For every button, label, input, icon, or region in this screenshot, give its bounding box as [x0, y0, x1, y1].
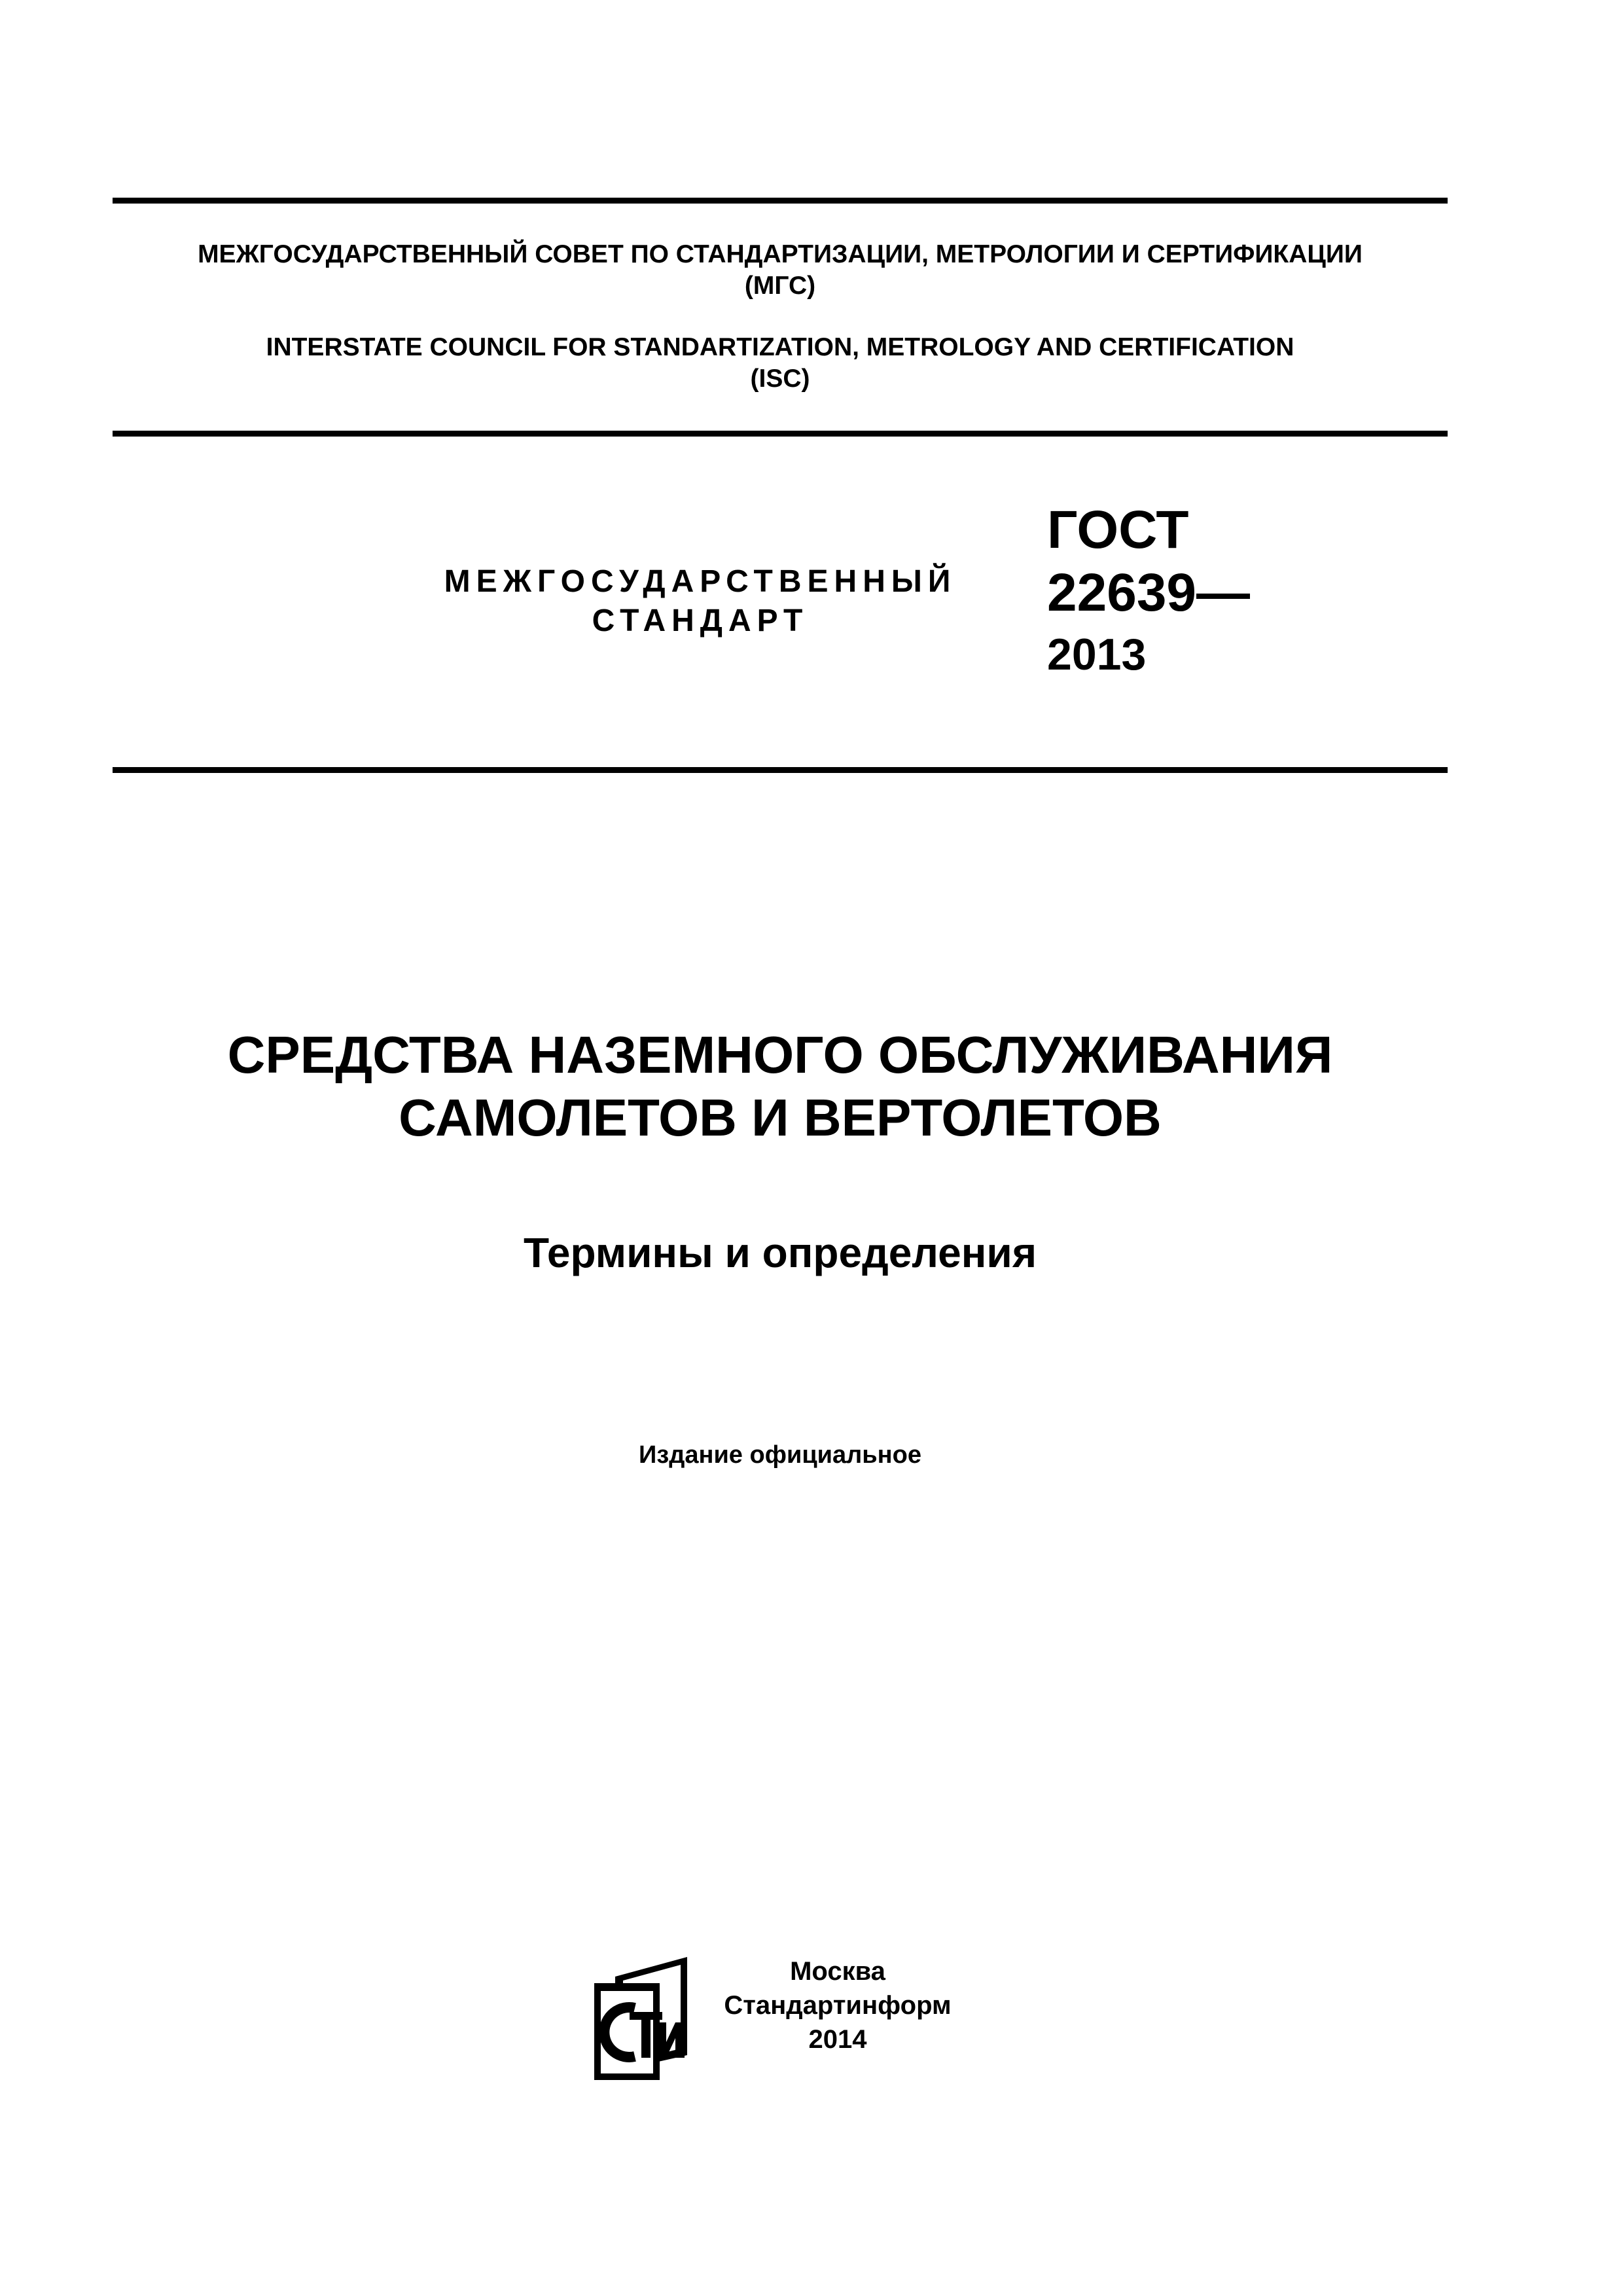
- top-divider: [113, 198, 1448, 204]
- gost-year: 2013: [1047, 630, 1147, 679]
- standartinform-logo-icon: [589, 1957, 700, 2081]
- logo-text: СТИ: [589, 1957, 591, 1958]
- publisher-city: Москва: [790, 1957, 885, 1986]
- publisher-name: Стандартинформ: [724, 1991, 952, 2020]
- publication-year: 2014: [808, 2025, 867, 2054]
- council-name-en: INTERSTATE COUNCIL FOR STANDARTIZATION, METROLOGY AND CERTIFICATION: [266, 333, 1294, 361]
- gost-number: 22639—: [1047, 563, 1251, 622]
- bottom-divider: [113, 767, 1448, 773]
- standard-type-line2: СТАНДАРТ: [592, 603, 809, 638]
- gost-label: ГОСТ: [1047, 500, 1189, 560]
- council-abbr-ru: (МГС): [744, 272, 816, 300]
- document-subtitle: Термины и определения: [523, 1229, 1037, 1276]
- middle-divider: [113, 431, 1448, 437]
- document-title-line1: СРЕДСТВА НАЗЕМНОГО ОБСЛУЖИВАНИЯ: [227, 1026, 1333, 1084]
- council-name-ru: МЕЖГОСУДАРСТВЕННЫЙ СОВЕТ ПО СТАНДАРТИЗАЦИИ, МЕТРОЛОГИИ И СЕРТИФИКАЦИИ: [198, 240, 1363, 268]
- standard-type-line1: МЕЖГОСУДАРСТВЕННЫЙ: [444, 564, 957, 599]
- edition-note: Издание официальное: [639, 1441, 921, 1469]
- council-abbr-en: (ISC): [750, 365, 810, 393]
- document-title-line2: САМОЛЕТОВ И ВЕРТОЛЕТОВ: [399, 1088, 1162, 1147]
